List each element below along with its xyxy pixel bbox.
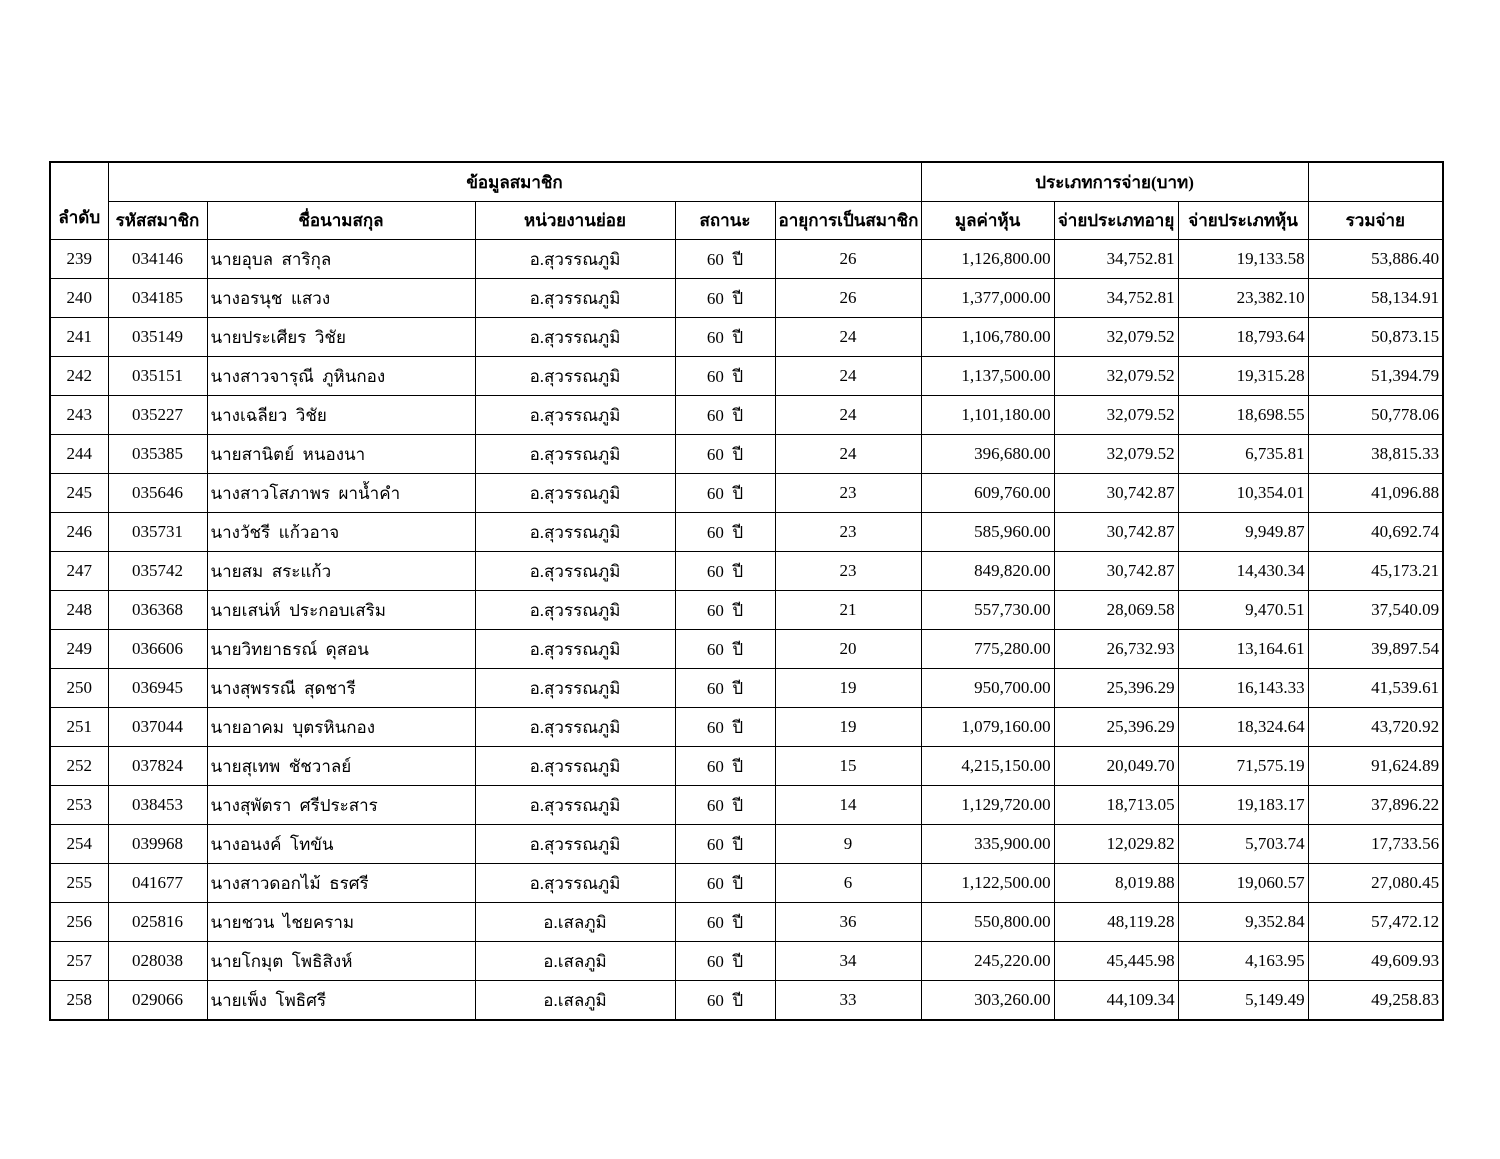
cell-share-value: 1,079,160.00 (921, 708, 1054, 747)
cell-unit: อ.สุวรรณภูมิ (475, 357, 675, 396)
cell-share-value: 585,960.00 (921, 513, 1054, 552)
cell-unit: อ.สุวรรณภูมิ (475, 513, 675, 552)
cell-share-payment: 18,698.55 (1178, 396, 1308, 435)
cell-age-payment: 32,079.52 (1054, 318, 1178, 357)
cell-unit: อ.สุวรรณภูมิ (475, 669, 675, 708)
cell-total: 37,896.22 (1308, 786, 1443, 825)
cell-share-value: 335,900.00 (921, 825, 1054, 864)
cell-share-value: 1,101,180.00 (921, 396, 1054, 435)
cell-age-payment: 48,119.28 (1054, 903, 1178, 942)
cell-total: 50,873.15 (1308, 318, 1443, 357)
cell-share-payment: 19,183.17 (1178, 786, 1308, 825)
cell-share-value: 303,260.00 (921, 981, 1054, 1021)
cell-status: 60 ปี (675, 474, 775, 513)
col-header-age-payment: จ่ายประเภทอายุ (1054, 202, 1178, 240)
cell-age-payment: 25,396.29 (1054, 708, 1178, 747)
cell-member-id: 035731 (108, 513, 207, 552)
cell-member-id: 034185 (108, 279, 207, 318)
cell-share-value: 245,220.00 (921, 942, 1054, 981)
col-header-share-value: มูลค่าหุ้น (921, 202, 1054, 240)
group-header-empty (1308, 162, 1443, 202)
cell-age-payment: 34,752.81 (1054, 240, 1178, 279)
cell-share-payment: 18,324.64 (1178, 708, 1308, 747)
table-row (50, 357, 1443, 396)
cell-share-value: 396,680.00 (921, 435, 1054, 474)
col-header-status: สถานะ (675, 202, 775, 240)
cell-membership-years: 21 (775, 591, 921, 630)
cell-share-value: 775,280.00 (921, 630, 1054, 669)
cell-total: 51,394.79 (1308, 357, 1443, 396)
cell-name: นางวัชรี แก้วอาจ (207, 513, 475, 552)
cell-membership-years: 24 (775, 396, 921, 435)
table-row (50, 669, 1443, 708)
cell-status: 60 ปี (675, 318, 775, 357)
cell-seq: 242 (50, 357, 108, 396)
cell-total: 50,778.06 (1308, 396, 1443, 435)
cell-membership-years: 14 (775, 786, 921, 825)
cell-unit: อ.สุวรรณภูมิ (475, 708, 675, 747)
cell-share-value: 1,129,720.00 (921, 786, 1054, 825)
cell-status: 60 ปี (675, 552, 775, 591)
cell-status: 60 ปี (675, 669, 775, 708)
cell-total: 45,173.21 (1308, 552, 1443, 591)
cell-share-value: 609,760.00 (921, 474, 1054, 513)
table-row (50, 708, 1443, 747)
cell-member-id: 029066 (108, 981, 207, 1021)
cell-name: นายอุบล สาริกุล (207, 240, 475, 279)
cell-member-id: 025816 (108, 903, 207, 942)
cell-membership-years: 23 (775, 474, 921, 513)
cell-seq: 246 (50, 513, 108, 552)
cell-seq: 255 (50, 864, 108, 903)
cell-membership-years: 23 (775, 552, 921, 591)
cell-member-id: 036606 (108, 630, 207, 669)
cell-status: 60 ปี (675, 513, 775, 552)
cell-member-id: 036945 (108, 669, 207, 708)
cell-member-id: 035149 (108, 318, 207, 357)
cell-member-id: 035742 (108, 552, 207, 591)
cell-seq: 257 (50, 942, 108, 981)
cell-share-value: 1,126,800.00 (921, 240, 1054, 279)
cell-total: 91,624.89 (1308, 747, 1443, 786)
cell-unit: อ.สุวรรณภูมิ (475, 630, 675, 669)
cell-age-payment: 18,713.05 (1054, 786, 1178, 825)
cell-name: นางสุพรรณี สุดชารี (207, 669, 475, 708)
table-row (50, 513, 1443, 552)
cell-age-payment: 30,742.87 (1054, 513, 1178, 552)
cell-name: นายประเศียร วิชัย (207, 318, 475, 357)
cell-seq: 254 (50, 825, 108, 864)
table-row (50, 552, 1443, 591)
col-header-total: รวมจ่าย (1308, 202, 1443, 240)
cell-unit: อ.สุวรรณภูมิ (475, 396, 675, 435)
cell-membership-years: 20 (775, 630, 921, 669)
table-row (50, 981, 1443, 1021)
cell-status: 60 ปี (675, 864, 775, 903)
cell-unit: อ.สุวรรณภูมิ (475, 552, 675, 591)
cell-member-id: 036368 (108, 591, 207, 630)
cell-name: นายอาคม บุตรหินกอง (207, 708, 475, 747)
cell-membership-years: 33 (775, 981, 921, 1021)
group-header-member-info: ข้อมูลสมาชิก (108, 162, 921, 202)
cell-share-payment: 6,735.81 (1178, 435, 1308, 474)
cell-name: นายเพ็ง โพธิศรี (207, 981, 475, 1021)
cell-status: 60 ปี (675, 435, 775, 474)
cell-seq: 241 (50, 318, 108, 357)
cell-total: 27,080.45 (1308, 864, 1443, 903)
cell-membership-years: 26 (775, 240, 921, 279)
cell-age-payment: 32,079.52 (1054, 435, 1178, 474)
cell-share-value: 557,730.00 (921, 591, 1054, 630)
cell-share-value: 1,137,500.00 (921, 357, 1054, 396)
cell-unit: อ.สุวรรณภูมิ (475, 591, 675, 630)
cell-share-payment: 71,575.19 (1178, 747, 1308, 786)
cell-unit: อ.สุวรรณภูมิ (475, 474, 675, 513)
cell-name: นายสุเทพ ชัชวาลย์ (207, 747, 475, 786)
table-row (50, 435, 1443, 474)
col-header-name: ชื่อนามสกุล (207, 202, 475, 240)
cell-share-payment: 19,060.57 (1178, 864, 1308, 903)
table-row (50, 318, 1443, 357)
cell-unit: อ.สุวรรณภูมิ (475, 825, 675, 864)
cell-share-payment: 10,354.01 (1178, 474, 1308, 513)
cell-seq: 240 (50, 279, 108, 318)
table-row (50, 396, 1443, 435)
cell-unit: อ.เสลภูมิ (475, 981, 675, 1021)
cell-share-payment: 9,470.51 (1178, 591, 1308, 630)
table-row (50, 591, 1443, 630)
cell-share-payment: 14,430.34 (1178, 552, 1308, 591)
cell-unit: อ.เสลภูมิ (475, 942, 675, 981)
cell-share-value: 1,106,780.00 (921, 318, 1054, 357)
cell-member-id: 039968 (108, 825, 207, 864)
cell-age-payment: 30,742.87 (1054, 552, 1178, 591)
cell-name: นายโกมุต โพธิสิงห์ (207, 942, 475, 981)
cell-status: 60 ปี (675, 942, 775, 981)
cell-membership-years: 15 (775, 747, 921, 786)
cell-name: นางสาวโสภาพร ผาน้ำคำ (207, 474, 475, 513)
cell-age-payment: 45,445.98 (1054, 942, 1178, 981)
cell-unit: อ.สุวรรณภูมิ (475, 864, 675, 903)
cell-membership-years: 23 (775, 513, 921, 552)
cell-share-value: 4,215,150.00 (921, 747, 1054, 786)
cell-membership-years: 19 (775, 669, 921, 708)
cell-status: 60 ปี (675, 825, 775, 864)
table-row (50, 630, 1443, 669)
cell-total: 49,258.83 (1308, 981, 1443, 1021)
cell-status: 60 ปี (675, 630, 775, 669)
cell-name: นายสม สระแก้ว (207, 552, 475, 591)
cell-status: 60 ปี (675, 981, 775, 1021)
cell-member-id: 035646 (108, 474, 207, 513)
col-header-unit: หน่วยงานย่อย (475, 202, 675, 240)
cell-member-id: 041677 (108, 864, 207, 903)
cell-name: นางสาวดอกไม้ ธรศรี (207, 864, 475, 903)
cell-total: 58,134.91 (1308, 279, 1443, 318)
cell-membership-years: 19 (775, 708, 921, 747)
cell-total: 39,897.54 (1308, 630, 1443, 669)
group-header-row (50, 162, 1443, 202)
cell-name: นายวิทยาธรณ์ ดุสอน (207, 630, 475, 669)
cell-age-payment: 26,732.93 (1054, 630, 1178, 669)
table-row (50, 864, 1443, 903)
cell-unit: อ.สุวรรณภูมิ (475, 747, 675, 786)
cell-name: นางอรนุช แสวง (207, 279, 475, 318)
cell-unit: อ.สุวรรณภูมิ (475, 435, 675, 474)
cell-name: นายสานิตย์ หนองนา (207, 435, 475, 474)
cell-seq: 248 (50, 591, 108, 630)
cell-member-id: 035151 (108, 357, 207, 396)
cell-total: 38,815.33 (1308, 435, 1443, 474)
cell-seq: 239 (50, 240, 108, 279)
cell-total: 41,096.88 (1308, 474, 1443, 513)
cell-name: นางสุพัตรา ศรีประสาร (207, 786, 475, 825)
cell-name: นายชวน ไชยคราม (207, 903, 475, 942)
cell-name: นางเฉลียว วิชัย (207, 396, 475, 435)
cell-age-payment: 8,019.88 (1054, 864, 1178, 903)
cell-seq: 256 (50, 903, 108, 942)
cell-age-payment: 28,069.58 (1054, 591, 1178, 630)
cell-seq: 249 (50, 630, 108, 669)
cell-status: 60 ปี (675, 747, 775, 786)
cell-share-payment: 16,143.33 (1178, 669, 1308, 708)
cell-membership-years: 36 (775, 903, 921, 942)
cell-membership-years: 26 (775, 279, 921, 318)
cell-share-payment: 4,163.95 (1178, 942, 1308, 981)
cell-membership-years: 6 (775, 864, 921, 903)
cell-seq: 247 (50, 552, 108, 591)
cell-share-payment: 13,164.61 (1178, 630, 1308, 669)
cell-name: นายเสน่ห์ ประกอบเสริม (207, 591, 475, 630)
cell-unit: อ.สุวรรณภูมิ (475, 786, 675, 825)
group-header-payment-type: ประเภทการจ่าย(บาท) (921, 162, 1308, 202)
table-row (50, 240, 1443, 279)
cell-status: 60 ปี (675, 279, 775, 318)
cell-share-payment: 9,949.87 (1178, 513, 1308, 552)
cell-age-payment: 12,029.82 (1054, 825, 1178, 864)
cell-membership-years: 24 (775, 357, 921, 396)
member-payment-table (49, 161, 1444, 1021)
cell-share-payment: 5,149.49 (1178, 981, 1308, 1021)
cell-membership-years: 34 (775, 942, 921, 981)
col-header-share-payment: จ่ายประเภทหุ้น (1178, 202, 1308, 240)
cell-status: 60 ปี (675, 240, 775, 279)
cell-seq: 250 (50, 669, 108, 708)
cell-share-value: 1,122,500.00 (921, 864, 1054, 903)
cell-total: 41,539.61 (1308, 669, 1443, 708)
cell-unit: อ.สุวรรณภูมิ (475, 279, 675, 318)
cell-share-value: 950,700.00 (921, 669, 1054, 708)
cell-name: นางอนงค์ โทขัน (207, 825, 475, 864)
cell-status: 60 ปี (675, 591, 775, 630)
cell-share-value: 849,820.00 (921, 552, 1054, 591)
cell-share-payment: 9,352.84 (1178, 903, 1308, 942)
cell-seq: 253 (50, 786, 108, 825)
cell-age-payment: 32,079.52 (1054, 357, 1178, 396)
cell-seq: 243 (50, 396, 108, 435)
cell-seq: 244 (50, 435, 108, 474)
cell-age-payment: 44,109.34 (1054, 981, 1178, 1021)
cell-total: 57,472.12 (1308, 903, 1443, 942)
cell-unit: อ.สุวรรณภูมิ (475, 318, 675, 357)
cell-seq: 245 (50, 474, 108, 513)
cell-total: 53,886.40 (1308, 240, 1443, 279)
cell-status: 60 ปี (675, 786, 775, 825)
cell-seq: 251 (50, 708, 108, 747)
cell-status: 60 ปี (675, 357, 775, 396)
cell-member-id: 037824 (108, 747, 207, 786)
cell-age-payment: 30,742.87 (1054, 474, 1178, 513)
table-row (50, 279, 1443, 318)
cell-membership-years: 9 (775, 825, 921, 864)
table-row (50, 474, 1443, 513)
cell-member-id: 035385 (108, 435, 207, 474)
col-header-membership-years: อายุการเป็นสมาชิก (775, 202, 921, 240)
cell-total: 37,540.09 (1308, 591, 1443, 630)
table-row (50, 825, 1443, 864)
table-row (50, 903, 1443, 942)
cell-member-id: 037044 (108, 708, 207, 747)
cell-unit: อ.สุวรรณภูมิ (475, 240, 675, 279)
cell-share-value: 1,377,000.00 (921, 279, 1054, 318)
cell-age-payment: 25,396.29 (1054, 669, 1178, 708)
cell-age-payment: 20,049.70 (1054, 747, 1178, 786)
cell-membership-years: 24 (775, 318, 921, 357)
column-header-row (50, 202, 1443, 240)
col-header-seq: ลำดับ (50, 162, 108, 240)
cell-total: 17,733.56 (1308, 825, 1443, 864)
cell-age-payment: 34,752.81 (1054, 279, 1178, 318)
table-header (50, 162, 1443, 240)
table-row (50, 747, 1443, 786)
table-body (50, 240, 1443, 1021)
cell-share-payment: 5,703.74 (1178, 825, 1308, 864)
cell-share-payment: 19,315.28 (1178, 357, 1308, 396)
cell-status: 60 ปี (675, 708, 775, 747)
cell-status: 60 ปี (675, 903, 775, 942)
cell-member-id: 038453 (108, 786, 207, 825)
cell-age-payment: 32,079.52 (1054, 396, 1178, 435)
cell-share-payment: 18,793.64 (1178, 318, 1308, 357)
cell-total: 43,720.92 (1308, 708, 1443, 747)
col-header-member-id: รหัสสมาชิก (108, 202, 207, 240)
cell-total: 49,609.93 (1308, 942, 1443, 981)
cell-seq: 252 (50, 747, 108, 786)
cell-seq: 258 (50, 981, 108, 1021)
table-row (50, 942, 1443, 981)
cell-total: 40,692.74 (1308, 513, 1443, 552)
table-row (50, 786, 1443, 825)
cell-status: 60 ปี (675, 396, 775, 435)
cell-share-value: 550,800.00 (921, 903, 1054, 942)
cell-share-payment: 23,382.10 (1178, 279, 1308, 318)
cell-share-payment: 19,133.58 (1178, 240, 1308, 279)
cell-name: นางสาวจารุณี ภูหินกอง (207, 357, 475, 396)
cell-member-id: 035227 (108, 396, 207, 435)
cell-unit: อ.เสลภูมิ (475, 903, 675, 942)
cell-membership-years: 24 (775, 435, 921, 474)
cell-member-id: 034146 (108, 240, 207, 279)
cell-member-id: 028038 (108, 942, 207, 981)
